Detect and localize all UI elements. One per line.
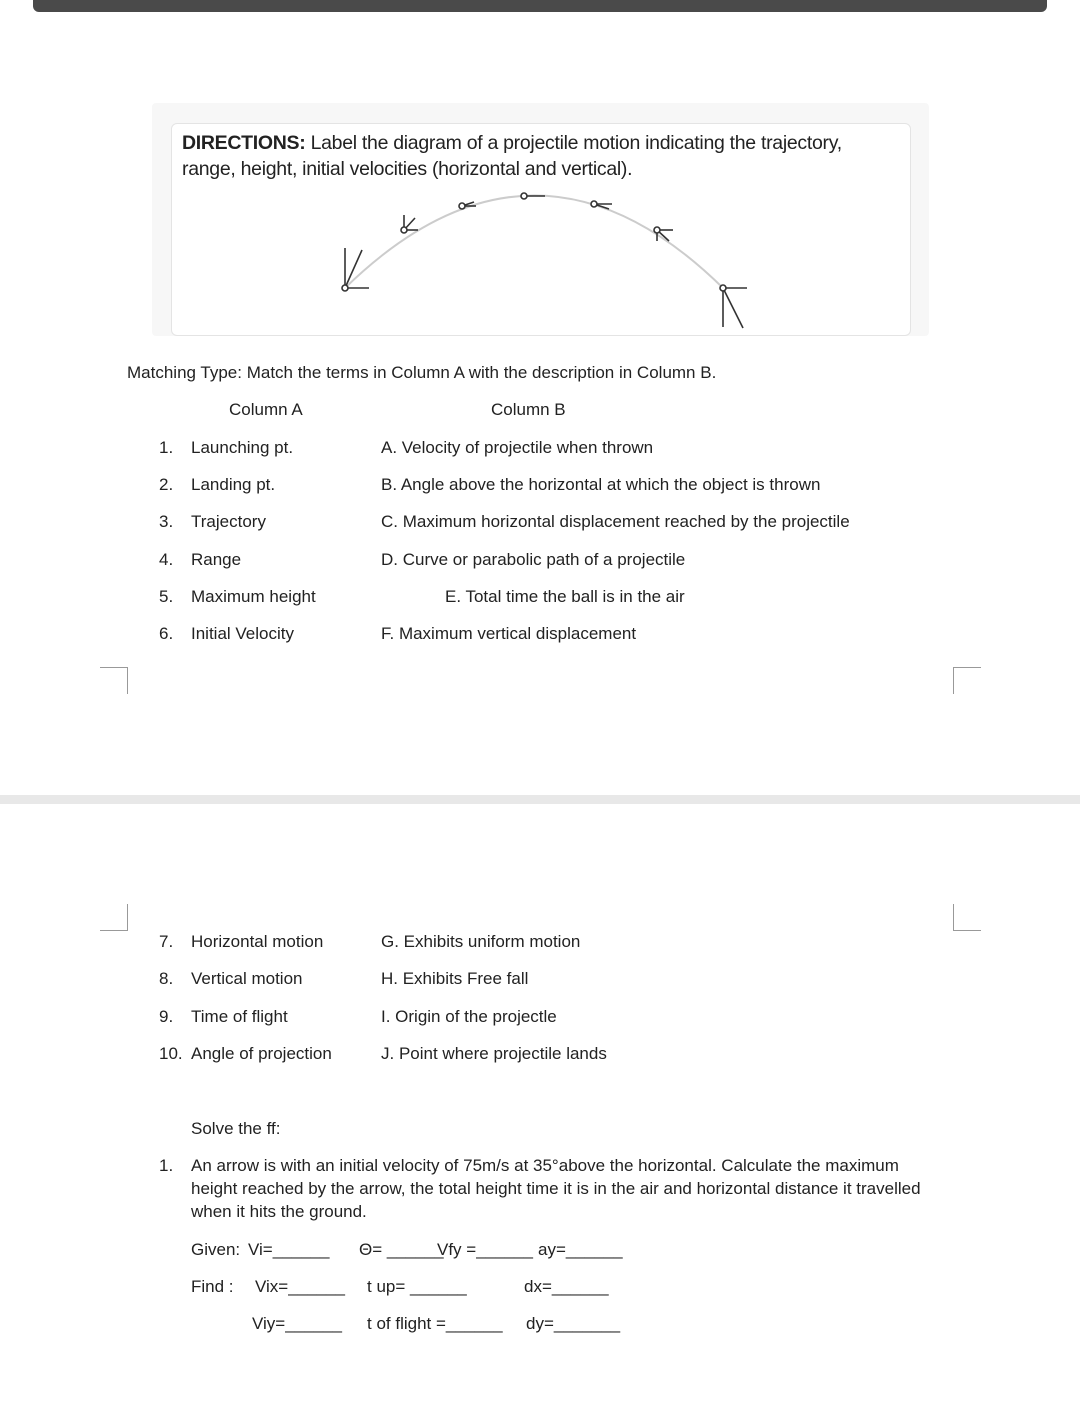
directions: DIRECTIONS: Label the diagram of a projectile motion indicating the trajectory, range, height, initial velocities (horizontal and vertical).	[182, 132, 842, 180]
corner-mark	[953, 930, 981, 931]
top-bar	[33, 0, 1047, 12]
find-tflight: t of flight =______	[367, 1314, 503, 1333]
given-vfy: Vfy =______	[437, 1240, 533, 1259]
given-theta: Θ= ______	[359, 1240, 444, 1259]
page-separator	[0, 795, 1080, 804]
find-tup: t up= ______	[367, 1277, 467, 1296]
matching-instruction: Matching Type: Match the terms in Column A with the description in Column B.	[127, 363, 717, 382]
given-vi: Vi=______	[248, 1240, 330, 1259]
find-dy: dy=_______	[526, 1314, 621, 1333]
solve-heading: Solve the ff:	[191, 1119, 281, 1138]
problem-number: 1.	[159, 1156, 174, 1175]
corner-mark	[100, 930, 128, 931]
corner-mark	[127, 904, 128, 931]
corner-mark	[127, 667, 128, 694]
column-a-header: Column A	[229, 400, 303, 419]
corner-mark	[953, 667, 954, 694]
corner-mark	[100, 667, 128, 668]
problem-line: height reached by the arrow, the total height time it is in the air and horizontal distance it travelled	[191, 1179, 921, 1198]
find-viy: Viy=______	[252, 1314, 342, 1333]
find-label: Find :	[191, 1277, 234, 1296]
find-dx: dx=______	[524, 1277, 609, 1296]
column-b-header: Column B	[491, 400, 566, 419]
find-vix: Vix=______	[255, 1277, 345, 1296]
given-label: Given:	[191, 1240, 241, 1259]
projectile-diagram	[171, 123, 909, 334]
corner-mark	[953, 904, 954, 931]
given-ay: ay=______	[538, 1240, 623, 1259]
corner-mark	[953, 667, 981, 668]
problem-line: when it hits the ground.	[191, 1202, 367, 1221]
problem-line: An arrow is with an initial velocity of 75m/s at 35°above the horizontal. Calculate the maximum	[191, 1156, 899, 1175]
